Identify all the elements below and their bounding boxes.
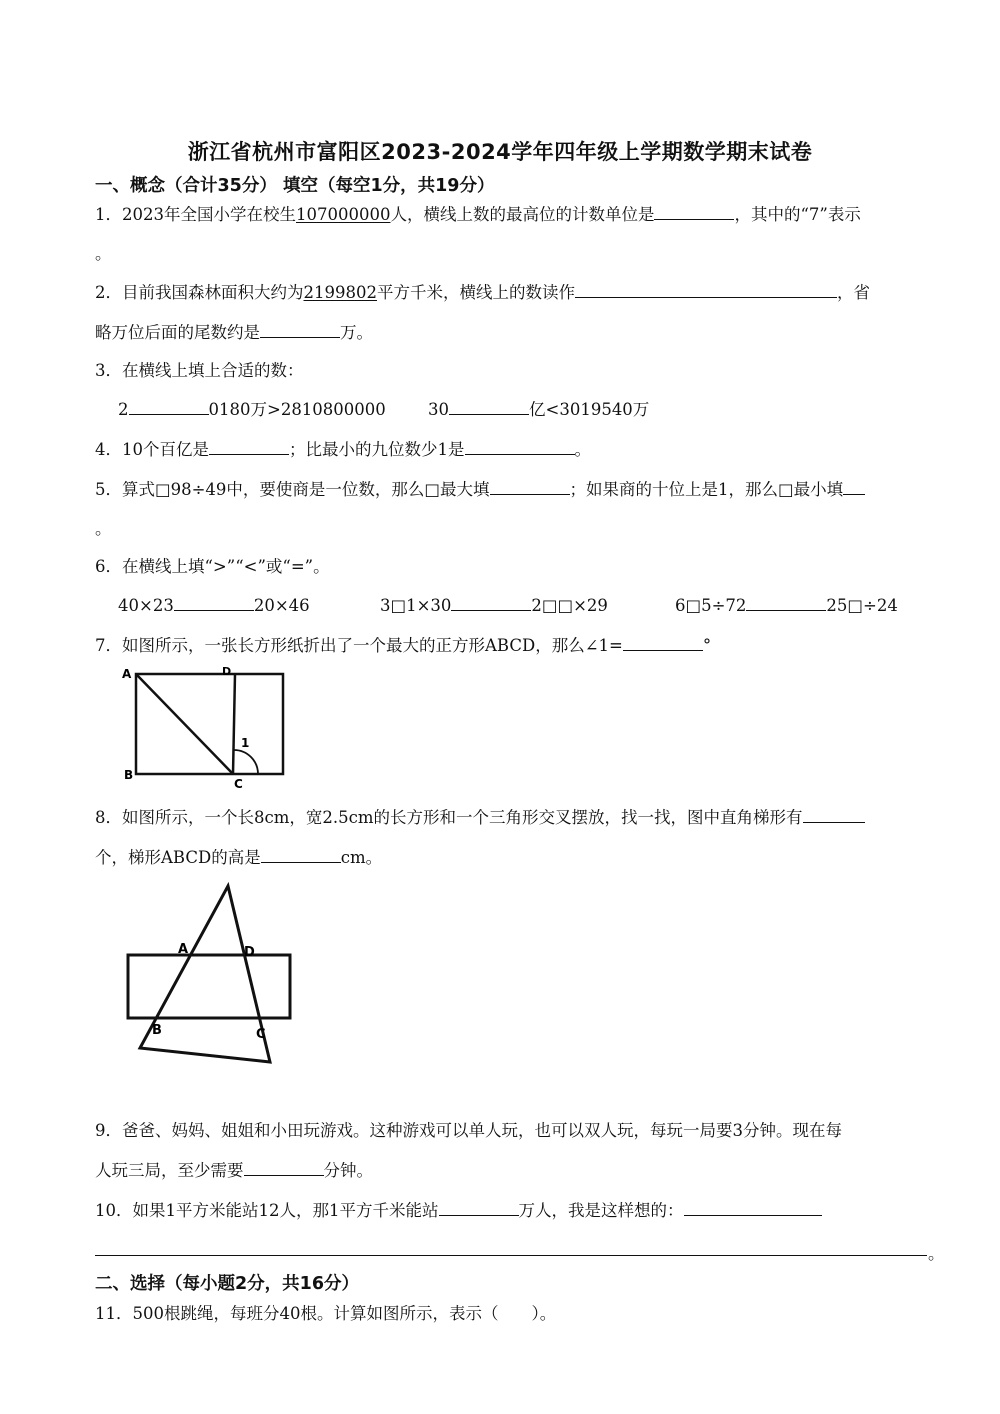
label-a: A xyxy=(122,667,132,681)
question-number: 9． xyxy=(95,1121,122,1140)
answer-blank[interactable] xyxy=(261,846,341,863)
label-c: C xyxy=(256,1027,266,1042)
question-4: 4．10个百亿是 ；比最小的九位数少1是 。 xyxy=(95,440,591,459)
answer-blank[interactable] xyxy=(684,1199,822,1216)
rectangle-8x2.5 xyxy=(128,955,290,1018)
question-3-right: 30 亿<3019540万 xyxy=(428,400,650,419)
question-9-cont: 人玩三局，至少需要 分钟。 xyxy=(95,1161,373,1180)
answer-blank[interactable] xyxy=(174,594,254,611)
label-b: B xyxy=(124,768,134,782)
answer-blank[interactable] xyxy=(209,438,289,455)
long-answer-line[interactable] xyxy=(95,1255,927,1256)
section-heading-concepts: 一、概念（合计35分） 填空（每空1分，共19分） xyxy=(95,176,495,196)
label-c: C xyxy=(234,777,243,790)
question-9: 9．爸爸、妈妈、姐姐和小田玩游戏。这种游戏可以单人玩，也可以双人玩，每玩一局要3分钟。现在每 xyxy=(95,1121,842,1140)
comparison-1: 40×23 20×46 xyxy=(118,596,310,615)
label-b: B xyxy=(152,1023,162,1038)
label-a: A xyxy=(178,942,189,957)
rectangle-triangle-figure xyxy=(118,880,303,1070)
answer-blank[interactable] xyxy=(803,806,865,823)
question-2: 2．目前我国森林面积大约为2199802平方千米，横线上的数读作 ，省 xyxy=(95,283,870,302)
question-number: 11． xyxy=(95,1304,133,1323)
question-number: 7． xyxy=(95,636,122,655)
answer-blank[interactable] xyxy=(746,594,826,611)
question-1-end: 。 xyxy=(95,244,112,263)
question-6: 6．在横线上填“>”“<”或“=”。 xyxy=(95,557,330,576)
question-number: 4． xyxy=(95,440,122,459)
question-8: 8．如图所示，一个长8cm，宽2.5cm的长方形和一个三角形交叉摆放，找一找，图中直角梯形有 xyxy=(95,806,865,829)
folded-paper-figure xyxy=(118,662,293,790)
question-11: 11．500根跳绳，每班分40根。计算如图所示，表示（ ）。 xyxy=(95,1304,557,1323)
question-1: 1．2023年全国小学在校生107000000人，横线上数的最高位的计数单位是 ，其中的“7”表示 xyxy=(95,205,861,224)
question-7: 7．如图所示，一张长方形纸折出了一个最大的正方形ABCD，那么∠1= ° xyxy=(95,636,712,655)
question-number: 6． xyxy=(95,557,122,576)
answer-blank[interactable] xyxy=(575,281,837,298)
label-angle-1: 1 xyxy=(241,736,250,750)
answer-blank[interactable] xyxy=(449,398,529,415)
question-number: 10． xyxy=(95,1201,133,1220)
diagonal-ac xyxy=(136,674,233,774)
angle-1-arc xyxy=(234,750,258,774)
answer-blank[interactable] xyxy=(451,594,531,611)
answer-blank[interactable] xyxy=(654,203,734,220)
fold-line-dc xyxy=(233,674,235,774)
answer-blank[interactable] xyxy=(129,398,209,415)
label-d: D xyxy=(222,665,232,678)
question-number: 2． xyxy=(95,283,122,302)
answer-blank[interactable] xyxy=(465,438,575,455)
answer-blank[interactable] xyxy=(490,478,570,495)
question-5-end: 。 xyxy=(95,519,112,538)
question-3-left: 2 0180万>2810800000 xyxy=(118,400,386,419)
comparison-3: 6□5÷72 25□÷24 xyxy=(675,596,898,615)
section-heading-choice: 二、选择（每小题2分，共16分） xyxy=(95,1274,360,1294)
answer-blank[interactable] xyxy=(439,1199,519,1216)
question-2-cont: 略万位后面的尾数约是 万。 xyxy=(95,323,373,342)
question-10: 10．如果1平方米能站12人，那1平方千米能站 万人，我是这样想的： xyxy=(95,1199,822,1222)
page-title: 浙江省杭州市富阳区2023-2024学年四年级上学期数学期末试卷 xyxy=(187,140,813,164)
question-5: 5．算式□98÷49中，要使商是一位数，那么□最大填 ；如果商的十位上是1，那么□最小填 xyxy=(95,478,865,501)
question-number: 3． xyxy=(95,361,122,380)
question-8-cont: 个，梯形ABCD的高是 cm。 xyxy=(95,848,383,867)
comparison-2: 3□1×30 2□□×29 xyxy=(380,596,608,615)
underlined-number: 2199802 xyxy=(303,283,377,302)
paper-rectangle xyxy=(136,674,283,774)
question-number: 1． xyxy=(95,205,122,224)
answer-blank[interactable] xyxy=(260,321,340,338)
label-d: D xyxy=(244,945,255,960)
answer-blank[interactable] xyxy=(623,634,703,651)
question-number: 8． xyxy=(95,808,122,827)
underlined-number: 107000000 xyxy=(296,205,391,224)
question-number: 5． xyxy=(95,480,122,499)
answer-blank[interactable] xyxy=(843,478,865,495)
answer-blank[interactable] xyxy=(244,1159,324,1176)
question-10-end: 。 xyxy=(928,1244,945,1263)
question-3: 3．在横线上填上合适的数： xyxy=(95,361,304,380)
